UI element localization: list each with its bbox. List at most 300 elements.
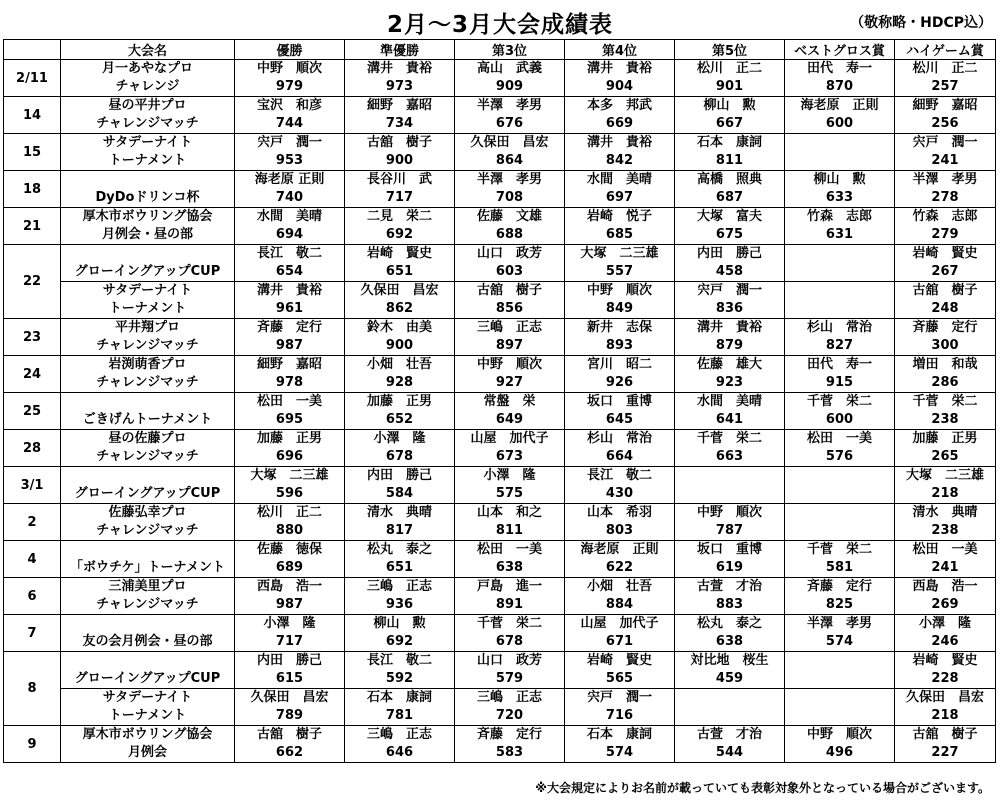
player-name: 高橋 照典	[696, 172, 762, 187]
player-name: 岩崎 賢史	[912, 653, 978, 668]
player-name: 細野 嘉昭	[912, 98, 978, 113]
result-cell	[785, 726, 895, 763]
player-name: 坂口 重博	[586, 394, 652, 409]
player-score: 646	[385, 745, 414, 760]
player-name: 溝井 貴裕	[696, 320, 762, 335]
result-cell	[345, 689, 455, 726]
result-cell	[235, 578, 345, 615]
result-cell	[675, 282, 785, 319]
tournament-name-line: 昼の平井プロ	[108, 98, 187, 113]
player-name: 松田 一美	[912, 542, 978, 557]
player-score: 633	[825, 190, 854, 205]
player-score: 676	[495, 116, 524, 131]
player-score: 987	[275, 597, 304, 612]
player-score: 827	[825, 338, 854, 353]
player-score: 694	[275, 227, 304, 242]
result-cell	[345, 430, 455, 467]
player-score: 915	[825, 375, 854, 390]
table-row	[4, 97, 996, 134]
player-name: 戸島 進一	[476, 579, 542, 594]
tournament-name-line: DyDoドリンコ杯	[95, 190, 200, 205]
player-name: 古舘 樹子	[366, 135, 432, 150]
player-score: 864	[495, 153, 524, 168]
result-cell	[785, 467, 895, 504]
tournament-name	[61, 578, 235, 615]
result-cell	[785, 245, 895, 282]
result-cell	[675, 245, 785, 282]
player-score: 652	[385, 412, 414, 427]
event-date: 18	[4, 171, 61, 208]
player-score: 600	[825, 412, 854, 427]
player-score: 849	[605, 301, 634, 316]
result-cell	[565, 134, 675, 171]
player-name: 内田 勝己	[696, 246, 762, 261]
player-name: 水間 美晴	[586, 172, 652, 187]
player-score: 600	[825, 116, 854, 131]
event-date: 2	[4, 504, 61, 541]
player-score: 596	[275, 486, 304, 501]
player-name: 対比地 桜生	[690, 653, 769, 668]
result-cell	[345, 282, 455, 319]
result-cell	[895, 541, 996, 578]
player-score	[785, 300, 894, 318]
result-cell	[565, 578, 675, 615]
player-name: 古舘 樹子	[476, 283, 542, 298]
player-score: 458	[715, 264, 744, 279]
player-name	[785, 652, 894, 670]
player-name: 小澤 隆	[483, 468, 536, 483]
tournament-name	[61, 60, 235, 97]
table-row	[4, 282, 996, 319]
player-name: 宍戸 潤一	[912, 135, 978, 150]
result-cell	[565, 726, 675, 763]
result-cell	[675, 171, 785, 208]
player-score: 883	[715, 597, 744, 612]
player-score: 651	[385, 560, 414, 575]
player-name: 山本 和之	[476, 505, 542, 520]
result-cell	[785, 393, 895, 430]
result-cell	[565, 97, 675, 134]
player-score	[675, 707, 784, 725]
tournament-name-line: ごきげんトーナメント	[82, 412, 213, 427]
result-cell	[565, 467, 675, 504]
result-cell	[235, 245, 345, 282]
player-score: 269	[931, 597, 959, 612]
player-name: 山屋 加代子	[580, 616, 659, 631]
player-score: 557	[605, 264, 634, 279]
result-cell	[895, 60, 996, 97]
tournament-name-line: トーナメント	[108, 708, 187, 723]
result-cell	[895, 282, 996, 319]
tournament-name	[61, 97, 235, 134]
result-cell	[785, 208, 895, 245]
result-cell	[235, 319, 345, 356]
tournament-name-line: 佐藤弘幸プロ	[108, 505, 187, 520]
player-score: 603	[495, 264, 524, 279]
result-cell	[565, 541, 675, 578]
player-score: 687	[715, 190, 744, 205]
tournament-name	[61, 504, 235, 541]
result-cell	[565, 208, 675, 245]
player-name: 柳山 勲	[703, 98, 756, 113]
player-score: 893	[605, 338, 634, 353]
result-cell	[455, 134, 565, 171]
player-score: 241	[931, 153, 959, 168]
player-score: 716	[605, 708, 634, 723]
player-name: 久保田 昌宏	[905, 690, 984, 705]
result-cell	[235, 652, 345, 689]
result-cell	[675, 319, 785, 356]
player-score	[785, 707, 894, 725]
table-row	[4, 60, 996, 97]
result-cell	[235, 467, 345, 504]
result-cell	[785, 615, 895, 652]
player-score	[785, 152, 894, 170]
result-cell	[565, 171, 675, 208]
player-score: 619	[715, 560, 744, 575]
result-cell	[675, 504, 785, 541]
player-name: 海老原 正則	[254, 172, 325, 187]
player-score: 256	[931, 116, 959, 131]
header-tournament: 大会名	[61, 40, 235, 60]
result-cell	[235, 393, 345, 430]
player-name: 小畑 壮吾	[586, 579, 652, 594]
result-cell	[675, 578, 785, 615]
result-cell	[565, 245, 675, 282]
player-name: 半澤 孝男	[806, 616, 872, 631]
result-cell	[345, 504, 455, 541]
player-name: 溝井 貴裕	[586, 135, 652, 150]
tournament-name	[61, 541, 235, 578]
player-name: 宍戸 潤一	[586, 690, 652, 705]
player-score: 228	[931, 671, 959, 686]
result-cell	[895, 726, 996, 763]
player-score: 926	[605, 375, 634, 390]
result-cell	[455, 578, 565, 615]
tournament-name	[61, 134, 235, 171]
player-name: 本多 邦武	[586, 98, 652, 113]
player-score: 565	[605, 671, 634, 686]
player-name: 山屋 加代子	[470, 431, 549, 446]
player-name: 半澤 孝男	[476, 172, 542, 187]
result-cell	[565, 60, 675, 97]
player-name: 佐藤 雄大	[696, 357, 762, 372]
result-cell	[455, 504, 565, 541]
player-name: 松田 一美	[806, 431, 872, 446]
player-score: 862	[385, 301, 414, 316]
player-name: 水間 美晴	[256, 209, 322, 224]
player-score: 697	[605, 190, 634, 205]
result-cell	[455, 356, 565, 393]
tournament-name-line: 岩渕萌香プロ	[108, 357, 187, 372]
result-cell	[675, 467, 785, 504]
event-date: 24	[4, 356, 61, 393]
player-score: 688	[495, 227, 524, 242]
result-cell	[675, 60, 785, 97]
player-score: 638	[715, 634, 744, 649]
tournament-name	[61, 467, 235, 504]
result-cell	[345, 578, 455, 615]
result-cell	[895, 171, 996, 208]
result-cell	[675, 208, 785, 245]
player-score: 696	[275, 449, 304, 464]
player-name: 田代 寿一	[806, 61, 872, 76]
tournament-name-line	[61, 245, 234, 263]
result-cell	[565, 430, 675, 467]
tournament-name	[61, 171, 235, 208]
tournament-name-line: トーナメント	[108, 153, 187, 168]
player-name: 古舘 樹子	[912, 283, 978, 298]
player-name: 常盤 栄	[483, 394, 536, 409]
player-name: 千菅 栄二	[806, 542, 872, 557]
player-score: 286	[931, 375, 959, 390]
player-name: 松丸 泰之	[366, 542, 432, 557]
tournament-name-line: サタデーナイト	[102, 135, 193, 150]
table-row	[4, 541, 996, 578]
player-name: 千菅 栄二	[912, 394, 978, 409]
player-name	[675, 467, 784, 485]
tournament-name-line	[61, 467, 234, 485]
tournament-name-line: チャレンジマッチ	[96, 449, 199, 464]
tournament-name-line: チャレンジ	[115, 79, 180, 94]
player-name: 清水 典晴	[912, 505, 978, 520]
player-score: 879	[715, 338, 744, 353]
player-score: 897	[495, 338, 524, 353]
table-row	[4, 689, 996, 726]
tournament-name	[61, 319, 235, 356]
result-cell	[675, 393, 785, 430]
result-cell	[895, 245, 996, 282]
result-cell	[455, 282, 565, 319]
result-cell	[345, 134, 455, 171]
player-name: 大塚 二三雄	[250, 468, 329, 483]
player-name	[785, 504, 894, 522]
player-score: 734	[385, 116, 414, 131]
player-score: 842	[605, 153, 634, 168]
player-score: 669	[605, 116, 634, 131]
player-score: 459	[715, 671, 744, 686]
tournament-name	[61, 208, 235, 245]
result-cell	[345, 615, 455, 652]
player-name: 石本 康詞	[586, 727, 652, 742]
event-date: 4	[4, 541, 61, 578]
player-score: 961	[275, 301, 304, 316]
player-score: 581	[825, 560, 854, 575]
result-cell	[895, 319, 996, 356]
result-cell	[565, 356, 675, 393]
player-score: 218	[931, 708, 959, 723]
player-score	[785, 263, 894, 281]
tournament-name	[61, 726, 235, 763]
result-cell	[345, 541, 455, 578]
player-name: 高山 武義	[476, 61, 542, 76]
player-name: 石本 康詞	[366, 690, 432, 705]
table-row	[4, 430, 996, 467]
player-name: 松川 正二	[256, 505, 322, 520]
result-cell	[235, 171, 345, 208]
result-cell	[455, 319, 565, 356]
player-name: 半澤 孝男	[912, 172, 978, 187]
player-score: 278	[931, 190, 959, 205]
player-score: 884	[605, 597, 634, 612]
player-name: 中野 順次	[586, 283, 652, 298]
player-name: 千菅 栄二	[806, 394, 872, 409]
event-date: 22	[4, 245, 61, 319]
table-row	[4, 467, 996, 504]
result-cell	[895, 97, 996, 134]
player-score: 574	[605, 745, 634, 760]
result-cell	[565, 319, 675, 356]
result-cell	[235, 97, 345, 134]
player-name: 杉山 常治	[806, 320, 872, 335]
result-cell	[895, 652, 996, 689]
result-cell	[675, 541, 785, 578]
player-score: 740	[275, 190, 304, 205]
player-score: 583	[495, 745, 524, 760]
player-name: 溝井 貴裕	[366, 61, 432, 76]
player-name: 山本 希羽	[586, 505, 652, 520]
player-score: 265	[931, 449, 959, 464]
player-name: 松川 正二	[696, 61, 762, 76]
player-score: 267	[931, 264, 959, 279]
tournament-name-line: 三浦美里プロ	[108, 579, 187, 594]
player-name: 三嶋 正志	[366, 727, 432, 742]
result-cell	[565, 652, 675, 689]
results-body	[4, 60, 996, 763]
event-date: 21	[4, 208, 61, 245]
result-cell	[345, 319, 455, 356]
player-score: 238	[931, 412, 959, 427]
player-score	[675, 485, 784, 503]
player-name: 増田 和哉	[912, 357, 978, 372]
player-score: 667	[715, 116, 744, 131]
result-cell	[235, 134, 345, 171]
player-name: 加藤 正男	[256, 431, 322, 446]
tournament-name-line	[61, 393, 234, 411]
player-name: 宮川 昭二	[586, 357, 652, 372]
player-name: 二見 栄二	[366, 209, 432, 224]
event-date: 15	[4, 134, 61, 171]
player-name: 竹森 志郎	[806, 209, 872, 224]
result-cell	[235, 615, 345, 652]
player-score: 811	[495, 523, 524, 538]
player-name: 小畑 壮吾	[366, 357, 432, 372]
player-name: 西島 浩一	[256, 579, 322, 594]
result-cell	[895, 578, 996, 615]
player-name: 内田 勝己	[256, 653, 322, 668]
result-cell	[895, 504, 996, 541]
player-name: 斉藤 定行	[912, 320, 978, 335]
player-name: 大塚 二三雄	[580, 246, 659, 261]
result-cell	[455, 615, 565, 652]
player-name: 中野 順次	[806, 727, 872, 742]
player-name: 中野 順次	[256, 61, 322, 76]
player-name: 内田 勝己	[366, 468, 432, 483]
player-score: 781	[385, 708, 414, 723]
result-cell	[785, 430, 895, 467]
player-name: 西島 浩一	[912, 579, 978, 594]
player-score: 789	[275, 708, 304, 723]
result-cell	[675, 97, 785, 134]
player-score: 953	[275, 153, 304, 168]
player-score: 257	[931, 79, 959, 94]
player-name: 長谷川 武	[366, 172, 432, 187]
player-score: 430	[605, 486, 634, 501]
player-score: 663	[715, 449, 744, 464]
player-score: 631	[825, 227, 854, 242]
player-score: 987	[275, 338, 304, 353]
player-score: 900	[385, 338, 414, 353]
player-name: 細野 嘉昭	[366, 98, 432, 113]
player-score: 900	[385, 153, 414, 168]
player-name: 松田 一美	[476, 542, 542, 557]
player-score: 708	[495, 190, 524, 205]
tournament-name	[61, 356, 235, 393]
result-cell	[675, 689, 785, 726]
player-name: 岩崎 賢史	[366, 246, 432, 261]
table-row	[4, 578, 996, 615]
header-fifth: 第5位	[675, 40, 785, 60]
result-cell	[455, 541, 565, 578]
tournament-name	[61, 615, 235, 652]
player-score: 651	[385, 264, 414, 279]
header-high-game: ハイゲーム賞	[895, 40, 996, 60]
result-cell	[455, 430, 565, 467]
player-score: 891	[495, 597, 524, 612]
result-cell	[675, 356, 785, 393]
result-cell	[565, 615, 675, 652]
player-name	[785, 467, 894, 485]
tournament-name	[61, 689, 235, 726]
player-name	[785, 282, 894, 300]
result-cell	[455, 393, 565, 430]
player-score: 689	[275, 560, 304, 575]
player-score: 279	[931, 227, 959, 242]
result-cell	[345, 171, 455, 208]
player-name: 千菅 栄二	[696, 431, 762, 446]
player-score: 692	[385, 634, 414, 649]
result-cell	[895, 689, 996, 726]
player-name: 三嶋 正志	[476, 690, 542, 705]
table-row	[4, 245, 996, 282]
tournament-name-line: 月一あやなプロ	[101, 61, 193, 76]
table-row	[4, 319, 996, 356]
result-cell	[785, 689, 895, 726]
event-date: 28	[4, 430, 61, 467]
tournament-name	[61, 245, 235, 282]
results-table	[3, 39, 996, 763]
player-score: 678	[385, 449, 414, 464]
result-cell	[235, 430, 345, 467]
player-score: 645	[605, 412, 634, 427]
player-score: 928	[385, 375, 414, 390]
player-name: 岩崎 悦子	[586, 209, 652, 224]
result-cell	[895, 615, 996, 652]
player-score: 575	[495, 486, 524, 501]
player-name: 宍戸 潤一	[696, 283, 762, 298]
tournament-name	[61, 393, 235, 430]
result-cell	[675, 615, 785, 652]
player-name: 鈴木 由美	[366, 320, 432, 335]
tournament-name-line: 友の会月例会・昼の部	[82, 634, 213, 649]
player-name: 大塚 富夫	[696, 209, 762, 224]
tournament-name-line: チャレンジマッチ	[96, 597, 199, 612]
player-name: 斉藤 定行	[476, 727, 542, 742]
result-cell	[455, 171, 565, 208]
player-score: 973	[385, 79, 414, 94]
tournament-name-line: チャレンジマッチ	[96, 523, 199, 538]
event-date: 8	[4, 652, 61, 726]
